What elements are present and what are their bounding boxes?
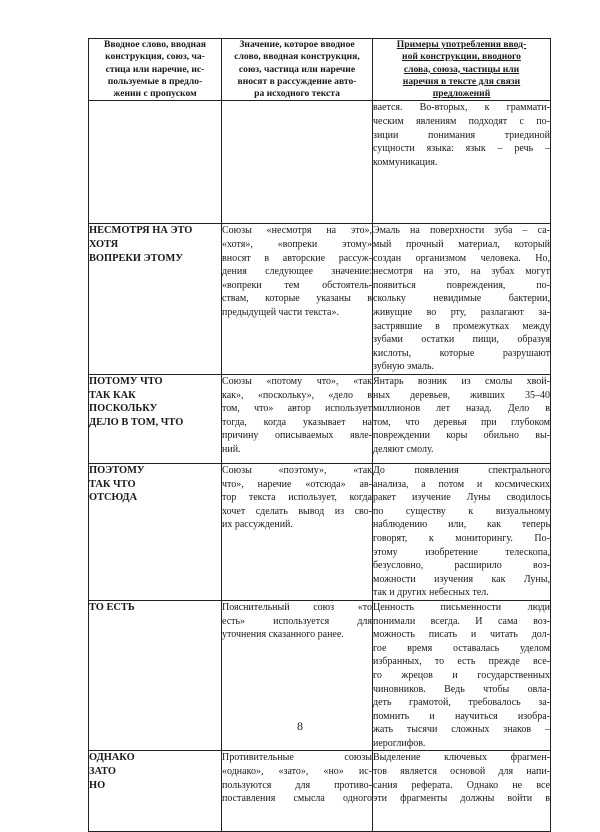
text-line: появиться повреждения, по- — [373, 279, 550, 291]
header-line: Вводное слово, вводная — [104, 39, 206, 50]
header-line: предложений — [432, 88, 491, 100]
header-line: союз, частица или наречие — [238, 63, 356, 75]
text-line: Противительные союзы — [222, 752, 372, 764]
meaning-cell — [222, 224, 373, 375]
text-line: вносят в авторские рассуж- — [222, 252, 372, 264]
text-line: этому изобретение телескопа, — [373, 546, 550, 558]
text-line: как», «поскольку», «дело в — [222, 389, 372, 401]
text-line: го жрецов и государственных — [373, 669, 550, 681]
text-line: миллионов лет назад. Дело в — [373, 403, 550, 415]
text-line: тор текста использует, когда — [222, 492, 372, 504]
keyword: ПОЭТОМУ — [89, 465, 145, 477]
keyword-cell — [89, 751, 222, 832]
header-line: наречия в тексте для связи — [402, 75, 521, 87]
keyword: ТАК ЧТО — [89, 478, 136, 490]
text-line: коммуникация. — [373, 156, 438, 168]
text-line: анализа, а потом и космических — [373, 478, 550, 490]
text-line: предыдущей части текста». — [222, 307, 339, 319]
text-line: Янтарь возник из смолы хвой- — [373, 376, 550, 388]
header-line: слово, вводная конструкция, — [234, 51, 360, 63]
text-line: повреждении коры обильно вы- — [373, 430, 550, 442]
example-cell — [373, 224, 551, 375]
text-line: «вопреки тем обстоятель- — [222, 279, 372, 291]
header-line: Примеры употребления ввод- — [396, 39, 527, 50]
keyword: ХОТЯ — [89, 239, 119, 251]
keyword: ОТСЮДА — [89, 492, 138, 504]
text-line: том, что деревья при глубоком — [373, 416, 550, 428]
text-line: есть» используется для — [222, 615, 372, 627]
text-line: уточнения сказанного ранее. — [222, 629, 344, 641]
text-line: их рассуждений. — [222, 519, 293, 531]
text-line: что», наречие «отсюда» ав- — [222, 478, 372, 490]
text-line: хочет сделать вывод из сво- — [222, 505, 372, 517]
header-col-meaning — [222, 39, 373, 101]
text-line: скольку невидимые бактерии, — [373, 293, 550, 305]
header-line: жении с пропуском — [113, 88, 197, 100]
keyword-cell — [89, 375, 222, 464]
text-line: зубами остатки пищи, образуя — [373, 334, 550, 346]
text-line: Ценность письменности люди — [373, 601, 550, 613]
table-row — [89, 101, 551, 224]
text-line: жать тысячи сложных знаков – — [373, 724, 550, 736]
text-line: живущие во рту, разлагают за- — [373, 307, 550, 319]
text-line: эти фрагменты должны войти в — [373, 793, 550, 805]
text-line: «однако», «зато», «но» ис- — [222, 766, 372, 778]
keyword: ВОПРЕКИ ЭТОМУ — [89, 252, 183, 264]
text-line: причину описываемых явле- — [222, 430, 372, 442]
header-line: ной конструкции, вводного — [402, 51, 521, 63]
text-line: ракет изучение Луны сводилось — [373, 492, 550, 504]
text-line: Союзы «поэтому», «так — [222, 465, 372, 477]
page-number: 8 — [297, 719, 303, 733]
text-line: чиновников. Ведь чтобы овла- — [373, 683, 550, 695]
text-line: безусловно, расширило воз- — [373, 560, 550, 572]
text-line: ных деревьев, живших 35–40 — [373, 389, 550, 401]
text-line: говорят, к мониторингу. По- — [373, 532, 550, 544]
text-line: несмотря на это, на зубах могут — [373, 266, 550, 278]
example-cell — [373, 375, 551, 464]
text-line: ческим явлениям подходят с по- — [373, 116, 550, 128]
header-col-example — [373, 39, 551, 101]
text-line: ствам, которые указаны в — [222, 293, 372, 305]
text-line: «хотя», «вопреки этому» — [222, 239, 372, 251]
keyword: ДЕЛО В ТОМ, ЧТО — [89, 416, 184, 428]
keyword-cell — [89, 464, 222, 601]
header-line: Значение, которое вводное — [239, 39, 355, 50]
meaning-cell — [222, 751, 373, 832]
text-line: тов является основой для напи- — [373, 766, 550, 778]
keyword-cell — [89, 224, 222, 375]
text-line: гое время оставалась уделом — [373, 642, 550, 654]
text-line: сания реферата. Однако не все — [373, 779, 550, 791]
text-line: Пояснительный союз «то — [222, 601, 372, 613]
text-line: помнить и научиться изобра- — [373, 710, 550, 722]
meaning-cell — [222, 375, 373, 464]
text-line: дения следующее значение: — [222, 266, 372, 278]
text-line: можность писать и читать дол- — [373, 629, 550, 641]
text-line: ний. — [222, 443, 241, 455]
keyword: ТО ЕСТЬ — [89, 601, 135, 613]
keyword: ПОСКОЛЬКУ — [89, 403, 158, 415]
text-line: пользуются для противо- — [222, 779, 372, 791]
meaning-cell — [222, 101, 373, 224]
header-line: ра исходного текста — [254, 88, 340, 100]
text-line: застрявшие в промежутках между — [373, 320, 550, 332]
text-line: иероглифов. — [373, 737, 426, 749]
table-row — [89, 751, 551, 832]
text-line: деляют смолу. — [373, 443, 434, 455]
keyword: ПОТОМУ ЧТО — [89, 376, 163, 388]
text-line: создан организмом человека. Но, — [373, 252, 550, 264]
table-row — [89, 224, 551, 375]
example-cell — [373, 101, 551, 224]
text-line: так и других небесных тел. — [373, 587, 489, 599]
text-line: том, что» автор использует — [222, 403, 372, 415]
text-line: можности изучения как Луны, — [373, 573, 550, 585]
keyword: ОДНАКО — [89, 752, 135, 764]
header-line: конструкция, союз, ча- — [105, 51, 205, 63]
text-line: тогда, когда указывает на — [222, 416, 372, 428]
example-cell — [373, 751, 551, 832]
text-line: наблюдению или, как теперь — [373, 519, 550, 531]
text-line: Эмаль на поверхности зуба – са- — [373, 225, 550, 237]
header-col-keyword — [89, 39, 222, 101]
meaning-cell — [222, 464, 373, 601]
conjunctions-table — [88, 38, 551, 832]
header-line: слова, союза, частицы или — [403, 63, 520, 75]
text-line: кислоты, которые разрушают — [373, 347, 550, 359]
header-line: пользуемые в предло- — [107, 75, 203, 87]
table-row — [89, 375, 551, 464]
text-line: деть грамотой, требовалось за- — [373, 697, 550, 709]
text-line: избранных, то есть прежде все- — [373, 656, 550, 668]
text-line: Выделение ключевых фрагмен- — [373, 752, 550, 764]
text-line: поставления смысла одного — [222, 793, 372, 805]
keyword: НО — [89, 779, 106, 791]
text-line: сущности языка: язык – речь – — [373, 143, 550, 155]
header-line: стица или наречие, ис- — [105, 63, 205, 75]
text-line: вается. Во-вторых, к граммати- — [373, 102, 550, 114]
table-row — [89, 464, 551, 601]
text-line: зиции понимания триединой — [373, 129, 550, 141]
text-line: понимали всегда. И сама воз- — [373, 615, 550, 627]
text-line: Союзы «несмотря на это», — [222, 225, 372, 237]
text-line: До появления спектрального — [373, 465, 550, 477]
example-cell — [373, 464, 551, 601]
keyword-cell — [89, 101, 222, 224]
text-line: Союзы «потому что», «так — [222, 376, 372, 388]
header-line: вносят в рассуждение авто- — [237, 75, 357, 87]
keyword: ЗАТО — [89, 766, 116, 778]
keyword: НЕСМОТРЯ НА ЭТО — [89, 225, 193, 237]
keyword: ТАК КАК — [89, 389, 136, 401]
table-header-row — [89, 39, 551, 101]
text-line: мый прочный материал, который — [373, 239, 550, 251]
text-line: зубную эмаль. — [373, 361, 435, 373]
text-line: по существу к визуальному — [373, 505, 550, 517]
